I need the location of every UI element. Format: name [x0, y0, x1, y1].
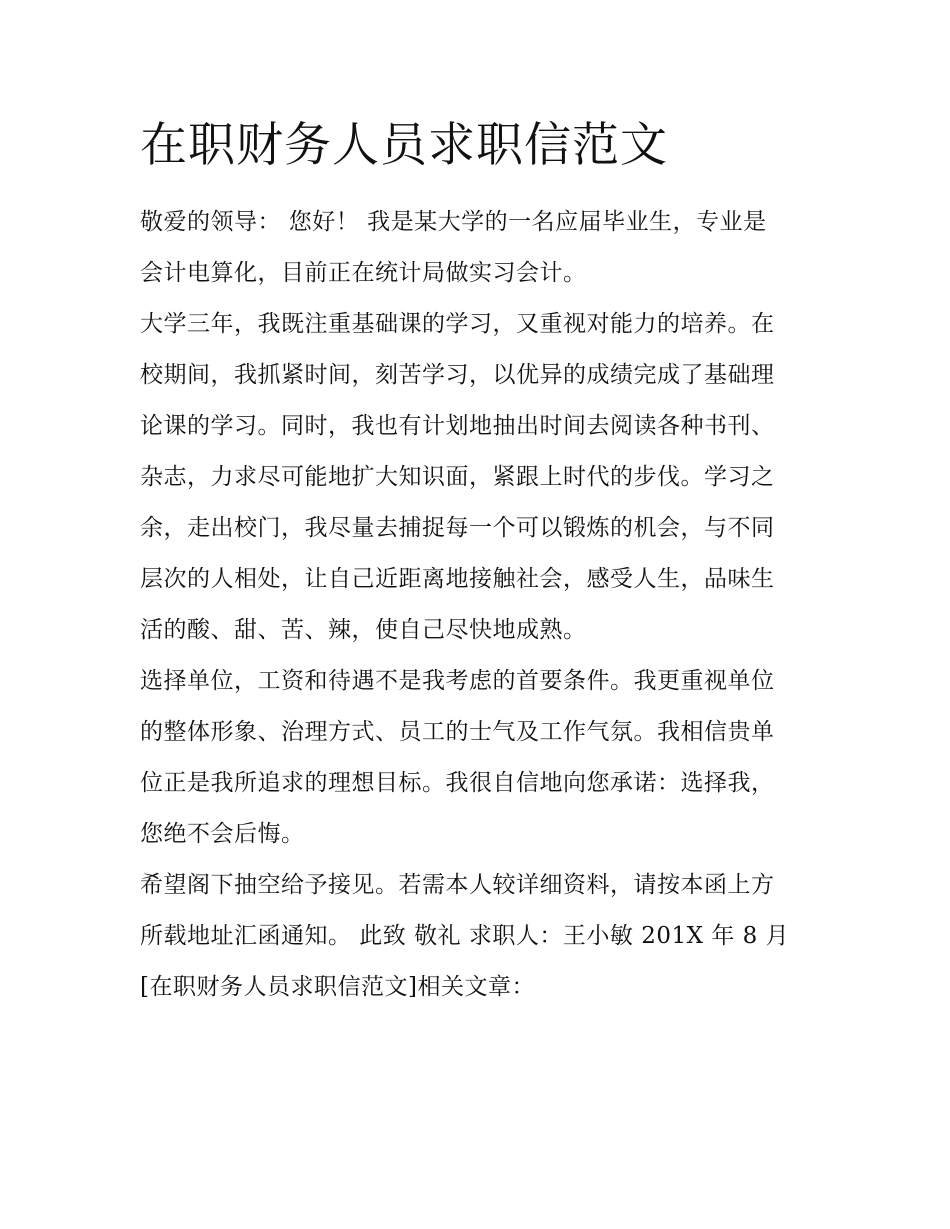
text-line: 希望阁下抽空给予接见。若需本人较详细资料，请按本函上方 — [140, 872, 775, 898]
document-body — [140, 197, 812, 1013]
text-line: 校期间，我抓紧时间，刻苦学习，以优异的成绩完成了基础理 — [140, 362, 775, 388]
paragraph-closing — [140, 860, 812, 962]
text-line: 所载地址汇函通知。 此致 敬礼 求职人：王小敏 201X 年 8 月 — [140, 923, 790, 949]
text-line: 选择单位，工资和待遇不是我考虑的首要条件。我更重视单位 — [140, 668, 775, 694]
text-line: 敬爱的领导： 您好！ 我是某大学的一名应届毕业生，专业是 — [140, 209, 767, 235]
text-line: 活的酸、甜、苦、辣，使自己尽快地成熟。 — [140, 617, 587, 643]
text-line: 的整体形象、治理方式、员工的士气及工作气氛。我相信贵单 — [140, 719, 775, 745]
paragraph-greeting — [140, 197, 812, 299]
text-line: 会计电算化，目前正在统计局做实习会计。 — [140, 260, 587, 286]
text-line: [在职财务人员求职信范文]相关文章： — [140, 974, 535, 1000]
related-articles-heading — [140, 962, 812, 1013]
paragraph-employer-choice — [140, 656, 812, 860]
text-line: 余，走出校门，我尽量去捕捉每一个可以锻炼的机会，与不同 — [140, 515, 775, 541]
text-line: 层次的人相处，让自己近距离地接触社会，感受人生，品味生 — [140, 566, 775, 592]
text-line: 论课的学习。同时，我也有计划地抽出时间去阅读各种书刊、 — [140, 413, 775, 439]
document-title: 在职财务人员求职信范文 — [140, 118, 668, 173]
text-line: 您绝不会后悔。 — [140, 821, 305, 847]
paragraph-education — [140, 299, 812, 656]
text-line: 大学三年，我既注重基础课的学习，又重视对能力的培养。在 — [140, 311, 775, 337]
text-line: 位正是我所追求的理想目标。我很自信地向您承诺：选择我， — [140, 770, 775, 796]
text-line: 杂志，力求尽可能地扩大知识面，紧跟上时代的步伐。学习之 — [140, 464, 775, 490]
